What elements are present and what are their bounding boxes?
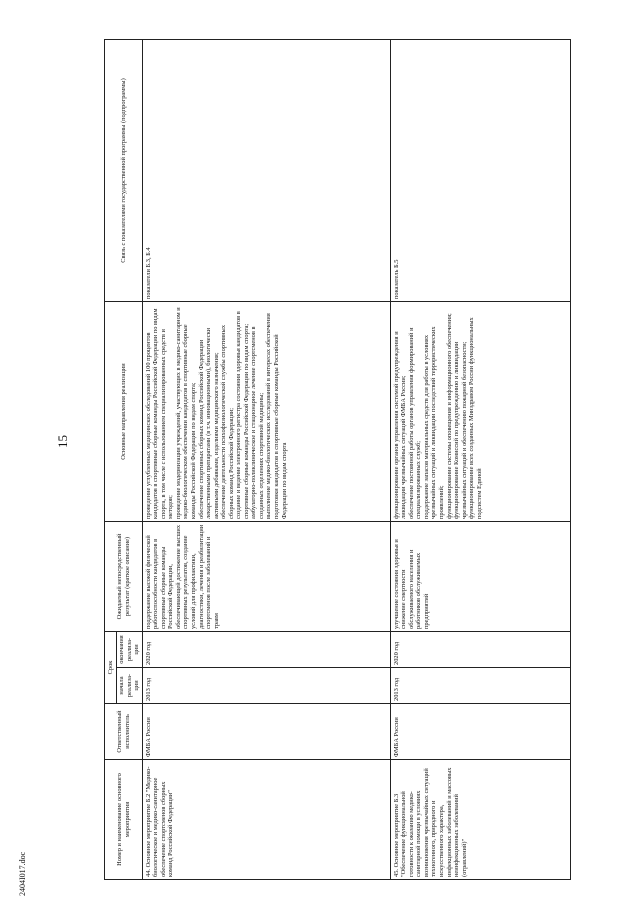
direction-item: обеспечение спортивных сборных команд Российской Федерации лекарственными препаратами (в т.ч. инновационными), биологически активными добавками, изделиями медицинского назначения; — [197, 327, 220, 519]
direction-item: обеспечение постоянной работы органов управления формирований и специализированных служб; — [407, 327, 423, 519]
row-name: Основное мероприятие Б.2 "Медико-биологическое и медико-санитарное обеспечение спортсменов сборных команд Российской Федерации" — [144, 766, 175, 877]
row-directions — [391, 301, 571, 521]
table-header-row — [105, 39, 117, 879]
direction-item: функционирование Комиссий по предупреждению и ликвидации чрезвычайных ситуаций и обеспечению пожарной безопасности; — [453, 341, 468, 519]
header-link: Связь с показателями государственной программы (подпрограммы) — [105, 39, 143, 301]
direction-item: функционирование органов управления системой предупреждения и ликвидации чрезвычайных ситуаций ФМБА России; — [392, 331, 408, 519]
table-row — [391, 39, 571, 879]
row-result: поддержание высокой физической работоспособности кандидатов в спортивные сборные команды Российской Федерации, обеспечивающей достижение высших спортивных результатов, создание условий для профилактики, диагностики, лечения и реабилитации спортсменов после заболеваний и травм — [143, 521, 391, 631]
header-end: окончания реализа-ции — [116, 631, 143, 667]
row-number: 45. — [392, 869, 400, 877]
direction-item: поддержание запасов материальных средств для работы в условиях чрезвычайных ситуаций и ликвидации последствий террористических проявлений; — [422, 326, 445, 519]
activities-table — [104, 39, 571, 880]
footer-filename: 2404I017.doc — [18, 851, 27, 896]
header-num-name: Номер и наименование основного мероприятия — [105, 760, 143, 880]
direction-item: проведение модернизации учреждений, участвующих в медико-санитарном и медико-биологическом обеспечении кандидатов в спортивные сборные команды Российской Федерации по видам спорта; — [174, 307, 197, 519]
row-number-name — [391, 760, 571, 880]
header-directions: Основные направления реализации — [105, 301, 143, 521]
row-end: 2020 год — [391, 631, 571, 667]
row-name: Основное мероприятие Б.3 "Обеспечение функциональной готовности к оказанию медико-санитарной помощи в условиях возникновения чрезвычайных ситуаций техногенного, природного и искусственного характера, инфекционных заболеваний и массовых неинфекционных заболеваний (отравлений)" — [392, 767, 468, 877]
direction-item: проведение углубленных медицинских обследований 100 процентов кандидатов в спортивные сборные команды Российской Федерации по видам спорта, в том числе с использованием специализированных средств и методов; — [144, 308, 175, 519]
direction-item: создание и ведение электронного регистра состояния здоровья кандидатов в спортивные сборные команды Российской Федерации по видам спорта; — [235, 311, 250, 519]
direction-item: выполнение медико-биологических исследований в интересах обеспечения подготовки кандидатов в спортивные сборные команды Российской Федерации по видам спорта — [265, 313, 288, 519]
document-table-rotated — [104, 40, 596, 880]
direction-item: функционирование системы оповещения и информационного обеспечения; — [445, 313, 453, 519]
row-start: 2013 год — [143, 668, 391, 704]
table-row — [143, 39, 391, 879]
row-directions — [143, 301, 391, 521]
row-link: показатели Б.3, Б.4 — [143, 39, 391, 301]
header-start: начала реализа-ции — [116, 668, 143, 704]
header-result: Ожидаемый непосредственный результат (краткое описание) — [105, 521, 143, 631]
row-number: 44. — [144, 869, 152, 877]
direction-item: амбулаторно-поликлиническое и стационарное лечение спортсменов в созданных отделениях спортивной медицины; — [250, 326, 265, 519]
row-start: 2013 год — [391, 668, 571, 704]
row-end: 2020 год — [143, 631, 391, 667]
row-executor: ФМБА России — [391, 704, 571, 760]
row-number-name — [143, 760, 391, 880]
header-executor: Ответственный исполнитель — [105, 704, 143, 760]
row-result: улучшение состояния здоровья и снижение смертности обслуживаемого населения и работников обслуживаемых предприятий — [391, 521, 571, 631]
page-number: 15 — [55, 435, 70, 448]
direction-item: функционирование всех созданных Минздравом России функциональных подсистем Единой — [468, 317, 483, 519]
header-term: Срок — [105, 631, 117, 703]
direction-item: обеспечение деятельности психофизиологической службы спортивных сборных команд Российской Федерации; — [220, 324, 235, 519]
row-link: показатель Б.5 — [391, 39, 571, 301]
row-executor: ФМБА России — [143, 704, 391, 760]
